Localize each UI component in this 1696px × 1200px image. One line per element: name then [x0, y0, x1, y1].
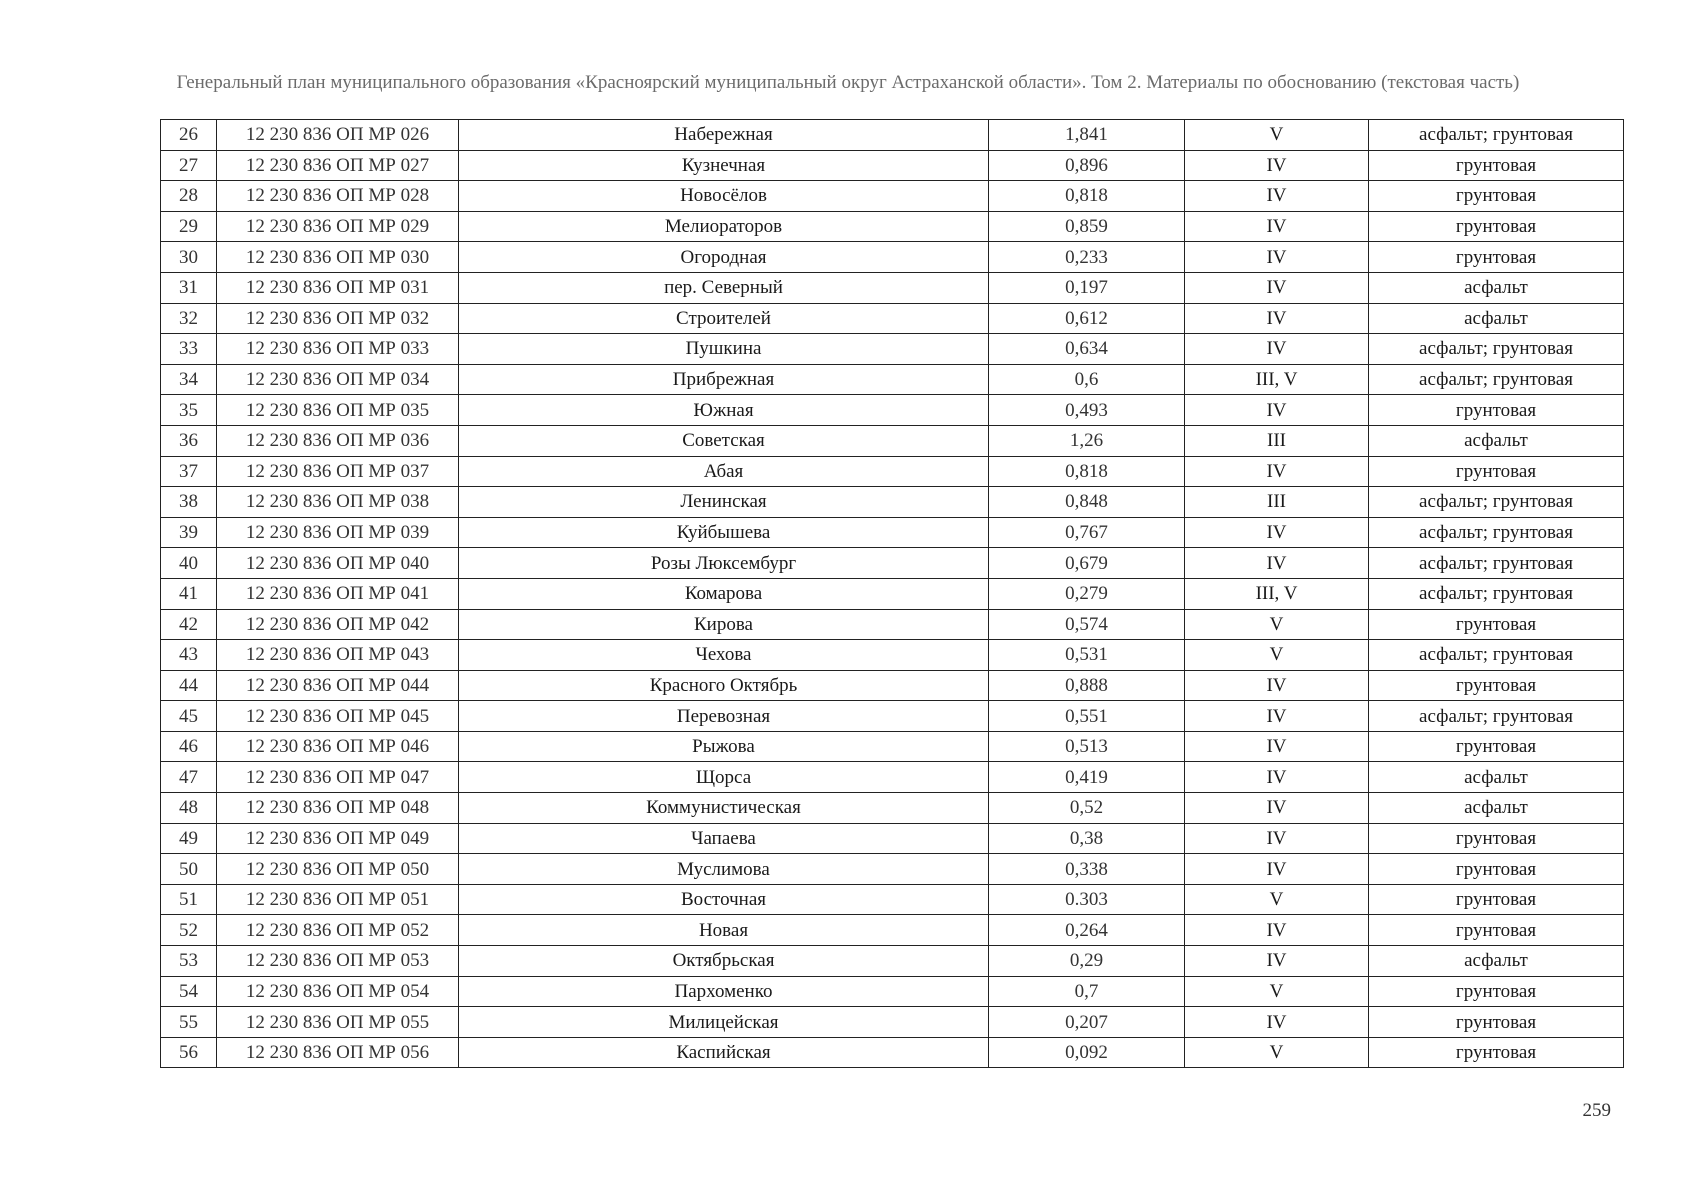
surface-cell: асфальт; грунтовая — [1369, 548, 1624, 579]
table-row — [161, 884, 1624, 915]
length-cell: 0,264 — [989, 915, 1185, 946]
length-cell: 0,092 — [989, 1037, 1185, 1068]
street-name-cell: Новосёлов — [459, 181, 989, 212]
row-number-cell: 34 — [161, 364, 217, 395]
length-cell: 0,531 — [989, 640, 1185, 671]
length-cell: 0,634 — [989, 334, 1185, 365]
road-id-cell: 12 230 836 ОП МР 029 — [217, 211, 459, 242]
street-name-cell: Щорса — [459, 762, 989, 793]
category-cell: IV — [1185, 823, 1369, 854]
category-cell: III — [1185, 425, 1369, 456]
row-number-cell: 55 — [161, 1007, 217, 1038]
row-number-cell: 31 — [161, 272, 217, 303]
table-row — [161, 487, 1624, 518]
surface-cell: грунтовая — [1369, 211, 1624, 242]
category-cell: IV — [1185, 272, 1369, 303]
table-row — [161, 915, 1624, 946]
row-number-cell: 40 — [161, 548, 217, 579]
road-id-cell: 12 230 836 ОП МР 056 — [217, 1037, 459, 1068]
length-cell: 0,848 — [989, 487, 1185, 518]
length-cell: 0,279 — [989, 578, 1185, 609]
table-row — [161, 242, 1624, 273]
table-row — [161, 272, 1624, 303]
table-row — [161, 303, 1624, 334]
row-number-cell: 37 — [161, 456, 217, 487]
street-name-cell: Кирова — [459, 609, 989, 640]
road-id-cell: 12 230 836 ОП МР 046 — [217, 731, 459, 762]
table-row — [161, 976, 1624, 1007]
road-id-cell: 12 230 836 ОП МР 037 — [217, 456, 459, 487]
surface-cell: асфальт; грунтовая — [1369, 120, 1624, 151]
street-name-cell: Рыжова — [459, 731, 989, 762]
row-number-cell: 51 — [161, 884, 217, 915]
surface-cell: грунтовая — [1369, 609, 1624, 640]
street-name-cell: Каспийская — [459, 1037, 989, 1068]
road-id-cell: 12 230 836 ОП МР 035 — [217, 395, 459, 426]
surface-cell: асфальт; грунтовая — [1369, 517, 1624, 548]
table-row — [161, 701, 1624, 732]
table-row — [161, 120, 1624, 151]
road-id-cell: 12 230 836 ОП МР 050 — [217, 854, 459, 885]
length-cell: 0,818 — [989, 181, 1185, 212]
surface-cell: асфальт — [1369, 425, 1624, 456]
length-cell: 0,6 — [989, 364, 1185, 395]
table-row — [161, 1007, 1624, 1038]
category-cell: IV — [1185, 793, 1369, 824]
road-id-cell: 12 230 836 ОП МР 041 — [217, 578, 459, 609]
length-cell: 0,207 — [989, 1007, 1185, 1038]
row-number-cell: 47 — [161, 762, 217, 793]
road-id-cell: 12 230 836 ОП МР 043 — [217, 640, 459, 671]
street-name-cell: Советская — [459, 425, 989, 456]
street-name-cell: Комарова — [459, 578, 989, 609]
row-number-cell: 27 — [161, 150, 217, 181]
street-name-cell: Коммунистическая — [459, 793, 989, 824]
road-id-cell: 12 230 836 ОП МР 040 — [217, 548, 459, 579]
surface-cell: асфальт; грунтовая — [1369, 487, 1624, 518]
length-cell: 0,679 — [989, 548, 1185, 579]
category-cell: IV — [1185, 303, 1369, 334]
street-name-cell: Кузнечная — [459, 150, 989, 181]
street-name-cell: Красного Октябрь — [459, 670, 989, 701]
category-cell: IV — [1185, 181, 1369, 212]
street-name-cell: Ленинская — [459, 487, 989, 518]
road-id-cell: 12 230 836 ОП МР 032 — [217, 303, 459, 334]
table-row — [161, 395, 1624, 426]
table-row — [161, 517, 1624, 548]
table-row — [161, 150, 1624, 181]
row-number-cell: 52 — [161, 915, 217, 946]
street-name-cell: Милицейская — [459, 1007, 989, 1038]
table-row — [161, 1037, 1624, 1068]
road-id-cell: 12 230 836 ОП МР 036 — [217, 425, 459, 456]
category-cell: V — [1185, 976, 1369, 1007]
category-cell: IV — [1185, 456, 1369, 487]
table-row — [161, 181, 1624, 212]
street-name-cell: пер. Северный — [459, 272, 989, 303]
category-cell: V — [1185, 1037, 1369, 1068]
road-id-cell: 12 230 836 ОП МР 028 — [217, 181, 459, 212]
length-cell: 0,888 — [989, 670, 1185, 701]
road-id-cell: 12 230 836 ОП МР 047 — [217, 762, 459, 793]
row-number-cell: 38 — [161, 487, 217, 518]
row-number-cell: 32 — [161, 303, 217, 334]
row-number-cell: 54 — [161, 976, 217, 1007]
table-row — [161, 731, 1624, 762]
category-cell: IV — [1185, 1007, 1369, 1038]
surface-cell: грунтовая — [1369, 150, 1624, 181]
length-cell: 0.303 — [989, 884, 1185, 915]
row-number-cell: 44 — [161, 670, 217, 701]
roads-table-container — [160, 119, 1624, 1068]
category-cell: IV — [1185, 150, 1369, 181]
road-id-cell: 12 230 836 ОП МР 044 — [217, 670, 459, 701]
table-row — [161, 670, 1624, 701]
surface-cell: грунтовая — [1369, 731, 1624, 762]
street-name-cell: Чехова — [459, 640, 989, 671]
length-cell: 0,612 — [989, 303, 1185, 334]
table-row — [161, 211, 1624, 242]
row-number-cell: 28 — [161, 181, 217, 212]
row-number-cell: 39 — [161, 517, 217, 548]
row-number-cell: 56 — [161, 1037, 217, 1068]
category-cell: V — [1185, 609, 1369, 640]
road-id-cell: 12 230 836 ОП МР 042 — [217, 609, 459, 640]
category-cell: V — [1185, 120, 1369, 151]
category-cell: IV — [1185, 915, 1369, 946]
road-id-cell: 12 230 836 ОП МР 048 — [217, 793, 459, 824]
road-id-cell: 12 230 836 ОП МР 027 — [217, 150, 459, 181]
road-id-cell: 12 230 836 ОП МР 051 — [217, 884, 459, 915]
category-cell: IV — [1185, 854, 1369, 885]
surface-cell: асфальт — [1369, 762, 1624, 793]
table-row — [161, 334, 1624, 365]
row-number-cell: 46 — [161, 731, 217, 762]
table-row — [161, 364, 1624, 395]
road-id-cell: 12 230 836 ОП МР 034 — [217, 364, 459, 395]
street-name-cell: Пушкина — [459, 334, 989, 365]
length-cell: 0,233 — [989, 242, 1185, 273]
length-cell: 0,52 — [989, 793, 1185, 824]
category-cell: IV — [1185, 211, 1369, 242]
street-name-cell: Восточная — [459, 884, 989, 915]
street-name-cell: Строителей — [459, 303, 989, 334]
street-name-cell: Мелиораторов — [459, 211, 989, 242]
category-cell: IV — [1185, 946, 1369, 977]
surface-cell: асфальт; грунтовая — [1369, 364, 1624, 395]
road-id-cell: 12 230 836 ОП МР 033 — [217, 334, 459, 365]
street-name-cell: Куйбышева — [459, 517, 989, 548]
surface-cell: асфальт; грунтовая — [1369, 701, 1624, 732]
length-cell: 0,493 — [989, 395, 1185, 426]
surface-cell: грунтовая — [1369, 854, 1624, 885]
row-number-cell: 35 — [161, 395, 217, 426]
table-row — [161, 946, 1624, 977]
category-cell: IV — [1185, 548, 1369, 579]
road-id-cell: 12 230 836 ОП МР 045 — [217, 701, 459, 732]
length-cell: 0,29 — [989, 946, 1185, 977]
surface-cell: грунтовая — [1369, 670, 1624, 701]
length-cell: 0,896 — [989, 150, 1185, 181]
road-id-cell: 12 230 836 ОП МР 026 — [217, 120, 459, 151]
street-name-cell: Новая — [459, 915, 989, 946]
category-cell: III, V — [1185, 364, 1369, 395]
road-id-cell: 12 230 836 ОП МР 039 — [217, 517, 459, 548]
table-row — [161, 640, 1624, 671]
surface-cell: асфальт — [1369, 793, 1624, 824]
length-cell: 0,338 — [989, 854, 1185, 885]
table-row — [161, 548, 1624, 579]
category-cell: IV — [1185, 242, 1369, 273]
table-row — [161, 456, 1624, 487]
street-name-cell: Октябрьская — [459, 946, 989, 977]
length-cell: 0,767 — [989, 517, 1185, 548]
table-row — [161, 578, 1624, 609]
surface-cell: асфальт; грунтовая — [1369, 578, 1624, 609]
length-cell: 0,551 — [989, 701, 1185, 732]
category-cell: V — [1185, 884, 1369, 915]
row-number-cell: 45 — [161, 701, 217, 732]
road-id-cell: 12 230 836 ОП МР 053 — [217, 946, 459, 977]
category-cell: III — [1185, 487, 1369, 518]
category-cell: IV — [1185, 334, 1369, 365]
length-cell: 0,818 — [989, 456, 1185, 487]
category-cell: IV — [1185, 762, 1369, 793]
surface-cell: грунтовая — [1369, 242, 1624, 273]
row-number-cell: 41 — [161, 578, 217, 609]
category-cell: IV — [1185, 731, 1369, 762]
road-id-cell: 12 230 836 ОП МР 031 — [217, 272, 459, 303]
road-id-cell: 12 230 836 ОП МР 049 — [217, 823, 459, 854]
street-name-cell: Муслимова — [459, 854, 989, 885]
length-cell: 0,7 — [989, 976, 1185, 1007]
street-name-cell: Перевозная — [459, 701, 989, 732]
category-cell: V — [1185, 640, 1369, 671]
surface-cell: асфальт — [1369, 303, 1624, 334]
street-name-cell: Прибрежная — [459, 364, 989, 395]
surface-cell: грунтовая — [1369, 915, 1624, 946]
road-id-cell: 12 230 836 ОП МР 038 — [217, 487, 459, 518]
row-number-cell: 30 — [161, 242, 217, 273]
row-number-cell: 42 — [161, 609, 217, 640]
surface-cell: грунтовая — [1369, 395, 1624, 426]
surface-cell: грунтовая — [1369, 884, 1624, 915]
table-row — [161, 823, 1624, 854]
surface-cell: грунтовая — [1369, 1007, 1624, 1038]
row-number-cell: 53 — [161, 946, 217, 977]
surface-cell: грунтовая — [1369, 823, 1624, 854]
road-id-cell: 12 230 836 ОП МР 030 — [217, 242, 459, 273]
category-cell: IV — [1185, 395, 1369, 426]
row-number-cell: 48 — [161, 793, 217, 824]
surface-cell: грунтовая — [1369, 456, 1624, 487]
surface-cell: асфальт; грунтовая — [1369, 334, 1624, 365]
surface-cell: асфальт — [1369, 946, 1624, 977]
street-name-cell: Пархоменко — [459, 976, 989, 1007]
table-row — [161, 425, 1624, 456]
row-number-cell: 50 — [161, 854, 217, 885]
street-name-cell: Абая — [459, 456, 989, 487]
street-name-cell: Южная — [459, 395, 989, 426]
roads-table-body — [161, 120, 1624, 1068]
table-row — [161, 762, 1624, 793]
length-cell: 1,26 — [989, 425, 1185, 456]
category-cell: IV — [1185, 701, 1369, 732]
road-id-cell: 12 230 836 ОП МР 052 — [217, 915, 459, 946]
roads-table — [160, 119, 1624, 1068]
running-header: Генеральный план муниципального образования «Красноярский муниципальный округ Астраханской области». Том 2. Материалы по обоснованию (текстовая часть) — [176, 72, 1520, 93]
surface-cell: асфальт — [1369, 272, 1624, 303]
length-cell: 0,419 — [989, 762, 1185, 793]
row-number-cell: 43 — [161, 640, 217, 671]
table-row — [161, 854, 1624, 885]
length-cell: 0,197 — [989, 272, 1185, 303]
surface-cell: асфальт; грунтовая — [1369, 640, 1624, 671]
row-number-cell: 29 — [161, 211, 217, 242]
road-id-cell: 12 230 836 ОП МР 055 — [217, 1007, 459, 1038]
category-cell: IV — [1185, 670, 1369, 701]
table-row — [161, 609, 1624, 640]
length-cell: 0,38 — [989, 823, 1185, 854]
length-cell: 0,513 — [989, 731, 1185, 762]
row-number-cell: 49 — [161, 823, 217, 854]
surface-cell: грунтовая — [1369, 976, 1624, 1007]
surface-cell: грунтовая — [1369, 181, 1624, 212]
row-number-cell: 33 — [161, 334, 217, 365]
length-cell: 1,841 — [989, 120, 1185, 151]
road-id-cell: 12 230 836 ОП МР 054 — [217, 976, 459, 1007]
street-name-cell: Набережная — [459, 120, 989, 151]
street-name-cell: Розы Люксембург — [459, 548, 989, 579]
length-cell: 0,574 — [989, 609, 1185, 640]
surface-cell: грунтовая — [1369, 1037, 1624, 1068]
street-name-cell: Чапаева — [459, 823, 989, 854]
row-number-cell: 26 — [161, 120, 217, 151]
row-number-cell: 36 — [161, 425, 217, 456]
category-cell: IV — [1185, 517, 1369, 548]
street-name-cell: Огородная — [459, 242, 989, 273]
page-number: 259 — [1582, 1100, 1611, 1121]
table-row — [161, 793, 1624, 824]
category-cell: III, V — [1185, 578, 1369, 609]
length-cell: 0,859 — [989, 211, 1185, 242]
